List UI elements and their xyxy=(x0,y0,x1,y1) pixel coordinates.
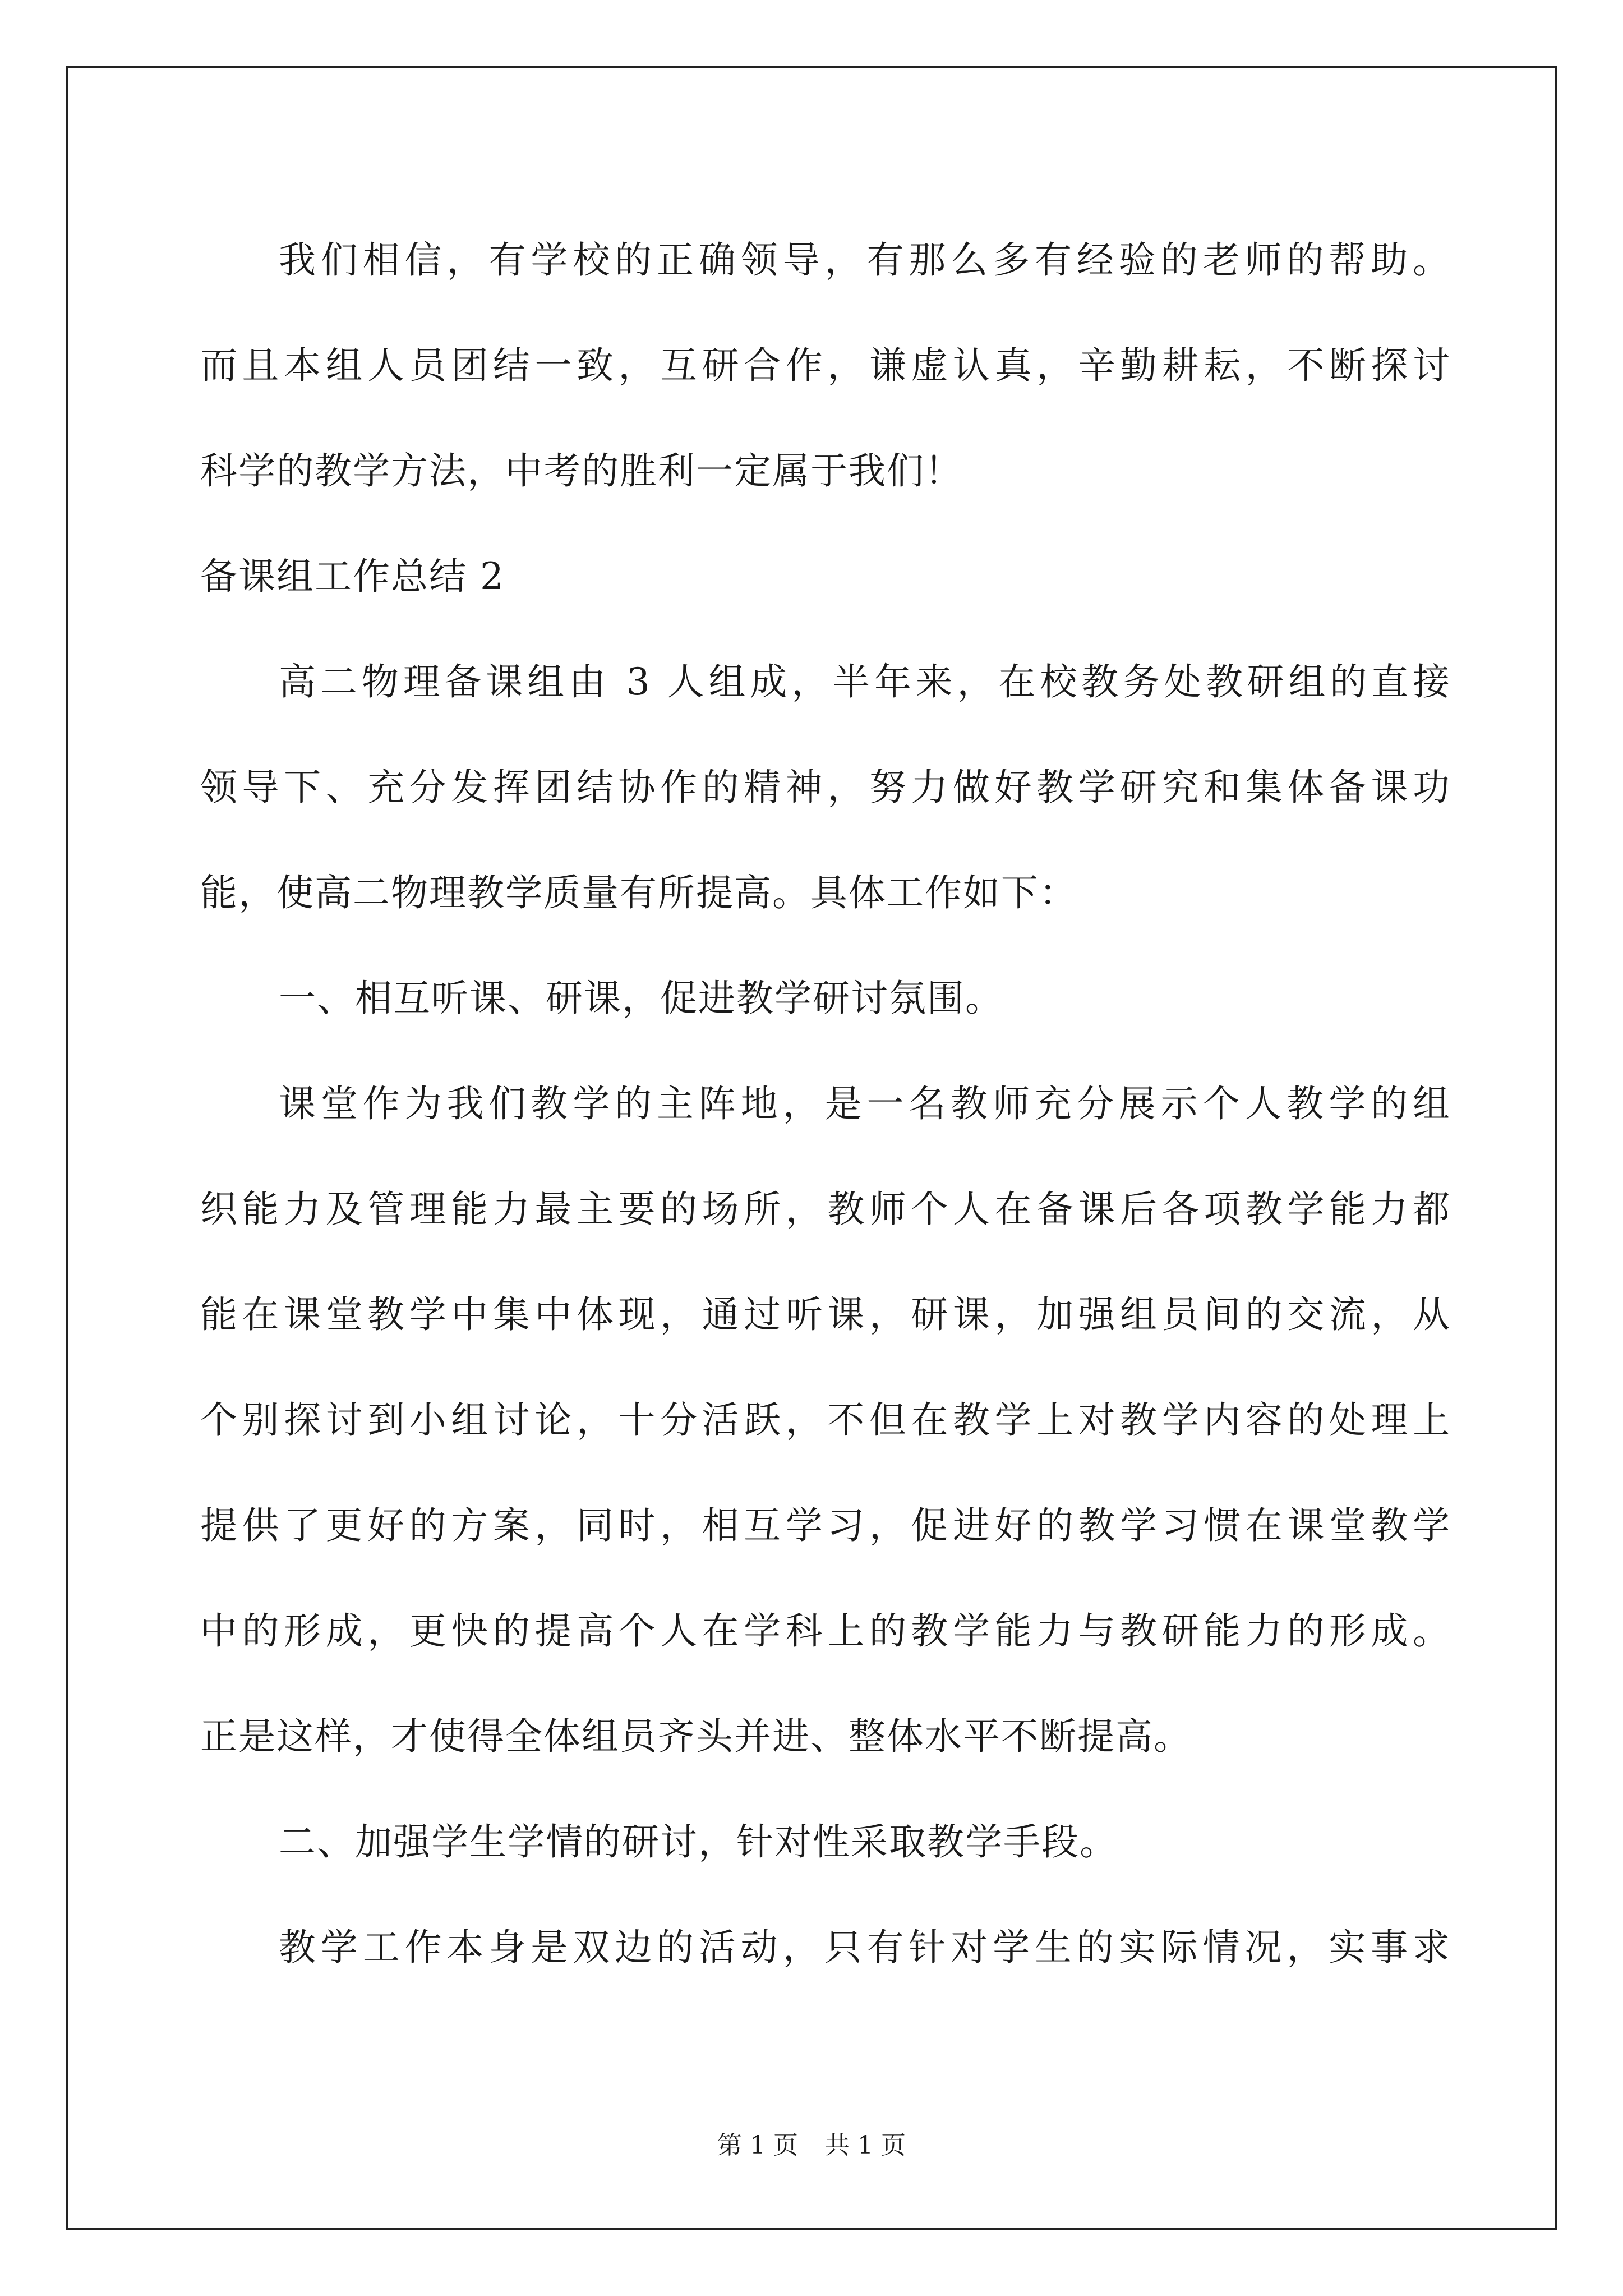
page-number-current: 第 1 页 xyxy=(717,2131,798,2160)
paragraph-line: 领导下、充分发挥团结协作的精神，努力做好教学研究和集体备课功 xyxy=(200,766,1451,809)
paragraph-line: 织能力及管理能力最主要的场所，教师个人在备课后各项教学能力都 xyxy=(200,1188,1451,1231)
paragraph-line: 能在课堂教学中集中体现，通过听课，研课，加强组员间的交流，从 xyxy=(200,1293,1451,1336)
paragraph-line: 而且本组人员团结一致，互研合作，谦虚认真，辛勤耕耘，不断探讨 xyxy=(200,344,1451,387)
paragraph-line: 能，使高二物理教学质量有所提高。具体工作如下： xyxy=(200,871,1077,914)
paragraph-line: 高二物理备课组由 3 人组成，半年来，在校教务处教研组的直接 xyxy=(279,660,1451,703)
paragraph-line: 我们相信，有学校的正确领导，有那么多有经验的老师的帮助。 xyxy=(279,238,1451,282)
document-body xyxy=(200,208,1451,2000)
paragraph-line: 科学的教学方法，中考的胜利一定属于我们！ xyxy=(200,449,963,493)
section-heading: 备课组工作总结 2 xyxy=(200,555,505,598)
paragraph-line: 个别探讨到小组讨论，十分活跃，不但在教学上对教学内容的处理上 xyxy=(200,1398,1451,1442)
page-number-total: 共 1 页 xyxy=(825,2131,906,2160)
paragraph-line: 正是这样，才使得全体组员齐头并进、整体水平不断提高。 xyxy=(200,1715,1192,1758)
page-footer xyxy=(0,2129,1623,2162)
subheading-line: 二、加强学生学情的研讨，针对性采取教学手段。 xyxy=(279,1820,1118,1864)
paragraph-line: 提供了更好的方案，同时，相互学习，促进好的教学习惯在课堂教学 xyxy=(200,1504,1451,1547)
paragraph-line: 课堂作为我们教学的主阵地，是一名教师充分展示个人教学的组 xyxy=(279,1082,1451,1125)
paragraph-line: 教学工作本身是双边的活动，只有针对学生的实际情况，实事求 xyxy=(279,1926,1451,1969)
paragraph-line: 中的形成，更快的提高个人在学科上的教学能力与教研能力的形成。 xyxy=(200,1609,1451,1653)
subheading-line: 一、相互听课、研课，促进教学研讨氛围。 xyxy=(279,977,1003,1020)
